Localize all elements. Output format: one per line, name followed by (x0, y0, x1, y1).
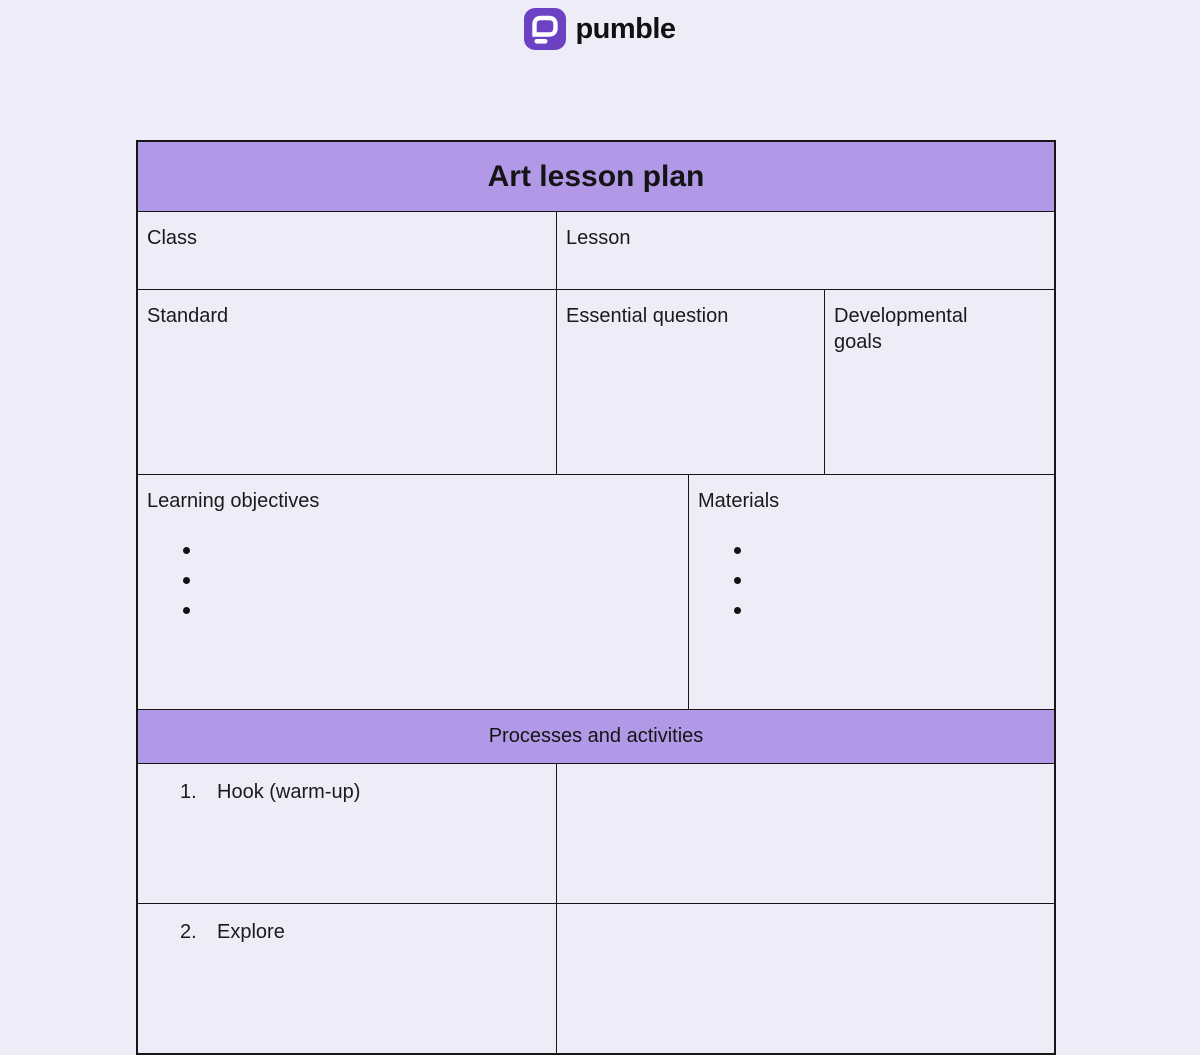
plan-title-bar (138, 142, 1054, 211)
learning-objectives-bullet-list (147, 536, 678, 626)
class-label: Class (147, 227, 198, 249)
cell-activity-hook[interactable] (138, 764, 556, 903)
bullet-dot (147, 536, 678, 566)
cell-activity-explore-notes[interactable] (556, 904, 1054, 1053)
cell-activity-explore[interactable] (138, 904, 556, 1053)
brand-wordmark: pumble (575, 12, 676, 45)
developmental-goals-label: Developmental goals (834, 305, 968, 353)
processes-header-label: Processes and activities (488, 725, 704, 747)
bullet-dot (698, 596, 1044, 626)
cell-activity-hook-notes[interactable] (556, 764, 1054, 903)
cell-class[interactable] (138, 212, 556, 289)
bullet-dot (698, 536, 1044, 566)
cell-essential-question[interactable] (556, 290, 824, 474)
row-class-lesson (138, 211, 1054, 289)
lesson-plan-table (136, 140, 1056, 1055)
cell-developmental-goals[interactable] (824, 290, 1054, 474)
brand-header (0, 8, 1200, 50)
plan-title: Art lesson plan (487, 159, 705, 193)
activity-label: Hook (warm-up) (217, 781, 361, 803)
row-standard (138, 289, 1054, 474)
cell-learning-objectives[interactable] (138, 475, 688, 709)
row-objectives-materials (138, 474, 1054, 709)
bullet-dot (147, 596, 678, 626)
activity-number: 1. (180, 781, 197, 803)
processes-header-bar (138, 709, 1054, 763)
bullet-dot (147, 566, 678, 596)
pumble-logo-icon (524, 8, 566, 50)
standard-label: Standard (147, 305, 229, 327)
materials-label: Materials (698, 490, 780, 512)
essential-question-label: Essential question (566, 305, 729, 327)
bullet-dot (698, 566, 1044, 596)
activity-number: 2. (180, 921, 197, 943)
cell-materials[interactable] (688, 475, 1054, 709)
learning-objectives-label: Learning objectives (147, 490, 320, 512)
row-activity-explore (138, 903, 1054, 1053)
cell-lesson[interactable] (556, 212, 1054, 289)
activity-label: Explore (217, 921, 285, 943)
row-activity-hook (138, 763, 1054, 903)
lesson-label: Lesson (566, 227, 631, 249)
materials-bullet-list (698, 536, 1044, 626)
cell-standard[interactable] (138, 290, 556, 474)
